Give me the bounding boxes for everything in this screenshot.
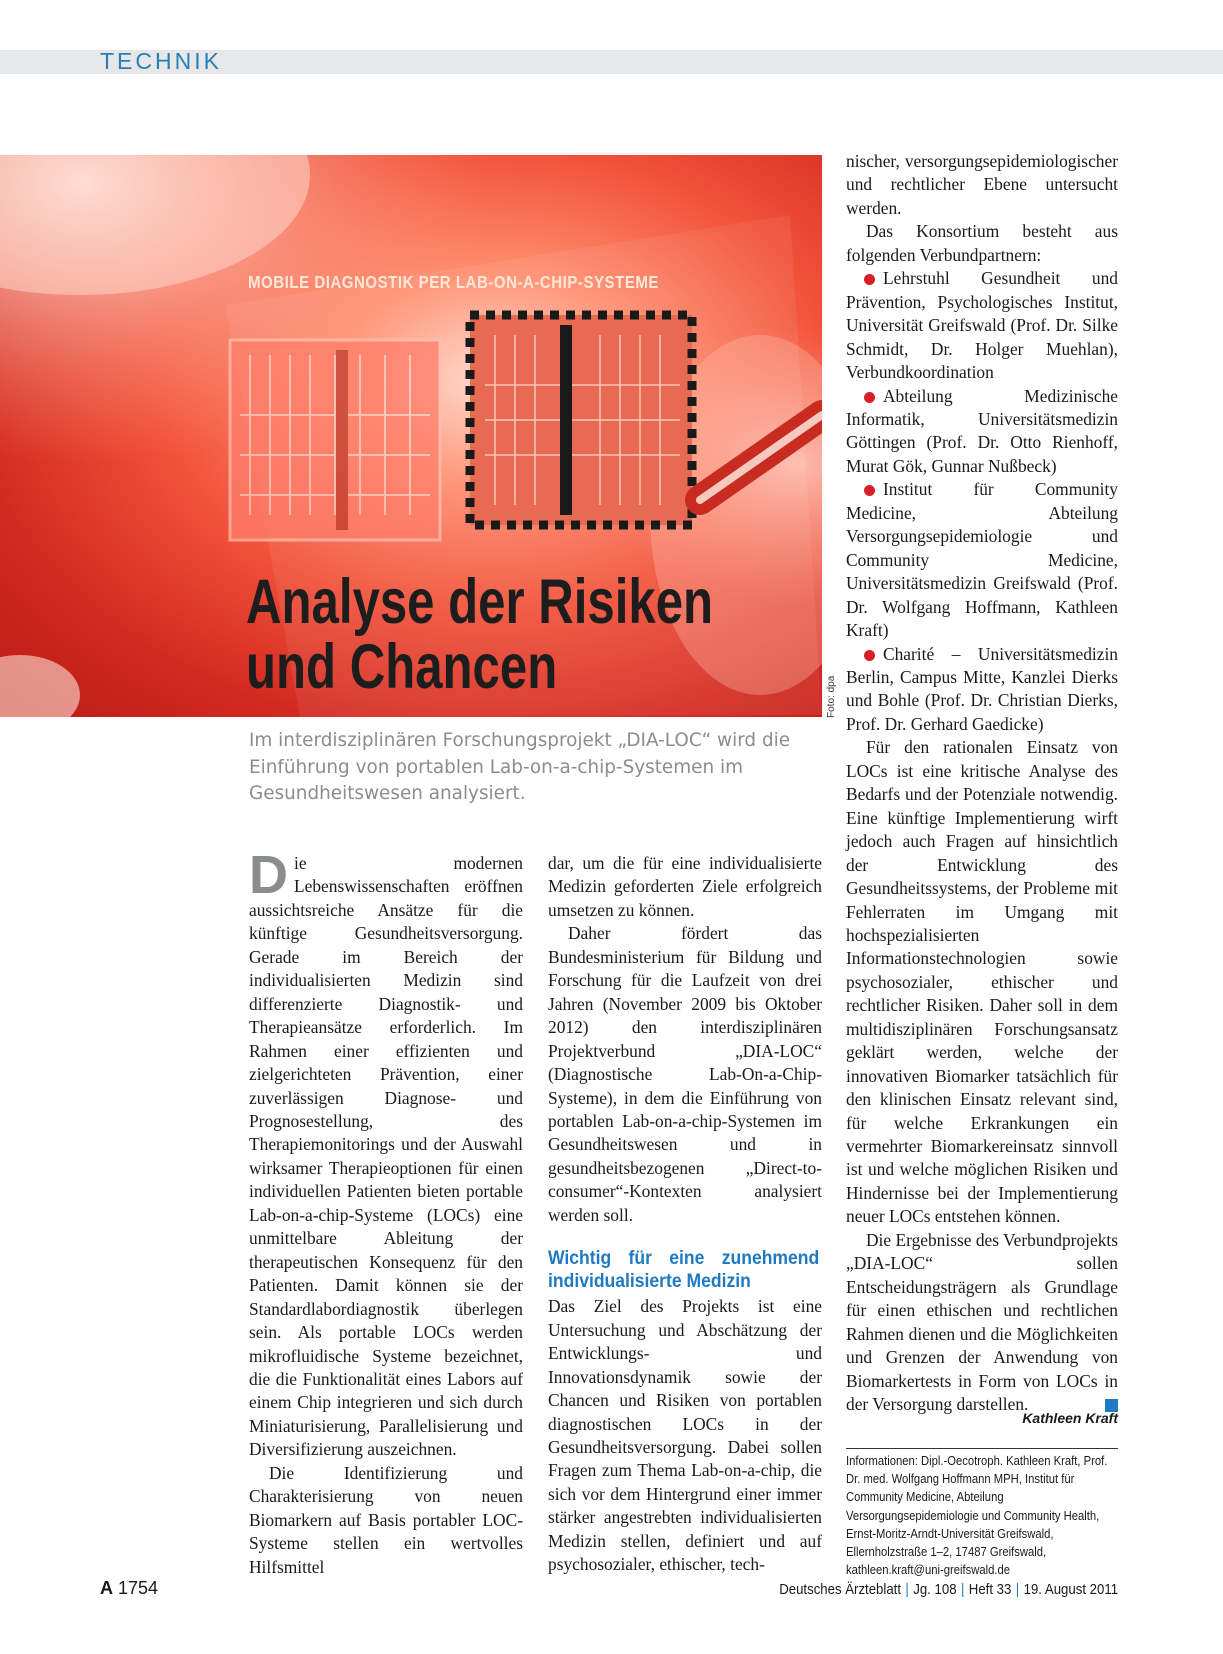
section-label: TECHNIK [100,48,222,74]
list-item: Abteilung Medizinische Informatik, Universitätsmedizin Göttingen (Prof. Dr. Otto Rienhoff, Murat Gök, Gunnar Nußbeck) [846,385,1118,476]
article-kicker: MOBILE DIAGNOSTIK PER LAB-ON-A-CHIP-SYSTEME [248,272,659,292]
text-column-1 [249,845,523,1579]
headline-line-1: Analyse der Risiken [246,567,714,637]
paragraph: dar, um die für eine individualisierte Medizin geforderten Ziele erfolgreich umsetzen zu können. [548,853,822,920]
list-item: Institut für Community Medicine, Abteilung Versorgungsepidemiologie und Community Medicine, Universitätsmedizin Greifswald (Prof. Dr. Wolfgang Hoffmann, Kathleen Kraft) [846,479,1118,641]
paragraph: Die Ergebnisse des Verbundprojekts „DIA-LOC“ sollen Entscheidungsträgern als Grundlage für einen ethischen und rechtlichen Rahmen dienen und die Möglichkeiten und Grenzen der Anwendung von Biomarkertests in Form von LOCs in der Versorgung darstellen. [846,1229,1118,1415]
left-chip [230,340,440,540]
partner-list [846,267,1118,736]
paragraph: Das Konsortium besteht aus folgenden Verbundpartnern: [846,221,1118,265]
text-column-3 [846,150,1118,1416]
paragraph: Die Identifizierung und Charakterisierung von neuen Biomarkern auf Basis portabler LOC-Systeme stellen ein wertvolles Hilfsmittel [249,1462,523,1577]
info-divider [846,1448,1118,1449]
right-chip [470,315,692,525]
drop-cap: D [249,845,288,905]
bullet-icon [864,274,875,285]
paragraph: Die modernen Lebenswissenschaften eröffnen aussichtsreiche Ansätze für die künftige Gesundheitsversorgung. Gerade im Bereich der individualisierten Medizin sind differenzierte Diagnostik- und Therapieansätze erforderlich. Im Rahmen einer effizienten und zielgerichteten Prävention, einer zuverlässigen Diagnose- und Prognosestellung, des Therapiemonitorings und der Auswahl wirksamer Therapieoptionen für einen individuellen Patienten bieten portable Lab-on-a-chip-Systeme (LOCs) eine unmittelbare Ableitung der therapeutischen Konsequenz für den Patienten. Damit können sie der Standardlabordiagnostik überlegen sein. Als portable LOCs werden mikrofluidische Systeme bezeichnet, die die Funktionalität eines Labors auf einem Chip integrieren und sich durch Miniaturisierung, Parallelisierung und Diversifizierung auszeichnen. [249,845,523,1460]
paragraph: Daher fördert das Bundesministerium für Bildung und Forschung für die Laufzeit von drei Jahren (November 2009 bis Oktober 2012) den interdisziplinären Projektverbund „DIA-LOC“ (Diagnostische Lab-On-a-Chip-Systeme), in dem die Einführung von portablen Lab-on-a-chip-Systemen im Gesundheitswesen und in gesundheitsbezogenen „Direct-to-consumer“-Kontexten analysiert werden soll. [548,923,822,1225]
paragraph: Für den rationalen Einsatz von LOCs ist eine kritische Analyse des Bedarfs und der Potenziale notwendig. Eine künftige Implementierung wirft jedoch auch Fragen auf hinsichtlich der Entwicklung des Gesundheitssystems, der Probleme mit Fehlerraten im Umgang mit hochspezialisierten Informationstechnologien sowie psychosozialer, ethischer und rechtlicher Risiken. Daher soll in dem multidisziplinären Forschungsansatz geklärt werden, welche der innovativen Biomarker tatsächlich für den klinischen Einsatz relevant sind, für welche Erkrankungen ein vermehrter Biomarkereinsatz sinnvoll ist und welche möglichen Risiken und Hindernisse bei der Implementierung neuer LOCs entstehen können. [846,737,1118,1227]
bullet-icon [864,650,875,661]
paragraph: nischer, versorgungsepidemiologischer und rechtlicher Ebene untersucht werden. [846,151,1118,218]
photo-credit: Foto: dpa [826,675,837,718]
subheading: Wichtig für eine zunehmend individualisierte Medizin [548,1247,820,1293]
list-item: Charité – Universitätsmedizin Berlin, Campus Mitte, Kanzlei Dierks und Bohle (Prof. Dr. Christian Dierks, Prof. Dr. Gerhard Gaedicke) [846,643,1118,734]
headline-line-2: und Chancen [246,632,558,702]
journal-name: Deutsches Ärzteblatt [779,1581,901,1598]
author-name: Kathleen Kraft [1022,1410,1118,1426]
journal-date: 19. August 2011 [1023,1581,1118,1598]
bullet-icon [864,485,875,496]
list-item: Lehrstuhl Gesundheit und Prävention, Psychologisches Institut, Universität Greifswald (Prof. Dr. Silke Schmidt, Dr. Holger Muehlan), Verbundkoordination [846,268,1118,383]
contact-info: Informationen: Dipl.-Oecotroph. Kathleen Kraft, Prof. Dr. med. Wolfgang Hoffmann MPH, Institut für Community Medicine, Abteilung Versorgungsepidemiologie und Community Health, Ernst-Moritz-Arndt-Universität Greifswald, Ellernholzstraße 1–2, 17487 Greifswald, kathleen.kraft@uni-greifswald.de [846,1454,1108,1578]
journal-issue: Heft 33 [968,1581,1012,1598]
journal-volume: Jg. 108 [913,1581,957,1598]
page-number: A 1754 [100,1578,159,1598]
text-column-2 [548,852,822,1577]
bullet-icon [864,392,875,403]
journal-footer: Deutsches Ärzteblatt | Jg. 108 | Heft 33 | 19. August 2011 [779,1581,1118,1598]
article-headline [246,567,714,702]
paragraph: Das Ziel des Projekts ist eine Untersuchung und Abschätzung der Entwicklungs- und Innovationsdynamik sowie der Chancen und Risiken von portablen diagnostischen LOCs in der Gesundheitsversorgung. Dabei sollen Fragen zum Thema Lab-on-a-chip, die sich vor dem Hintergrund einer immer stärker angestrebten individualisierten Medizin stellen, definiert und auf psychosozialer, ethischer, tech- [548,1296,822,1575]
article-lead: Im interdisziplinären Forschungsprojekt „DIA-LOC“ wird die Einführung von portablen Lab-on-a-chip-Systemen im Gesundheitswesen analysiert. [249,730,791,804]
